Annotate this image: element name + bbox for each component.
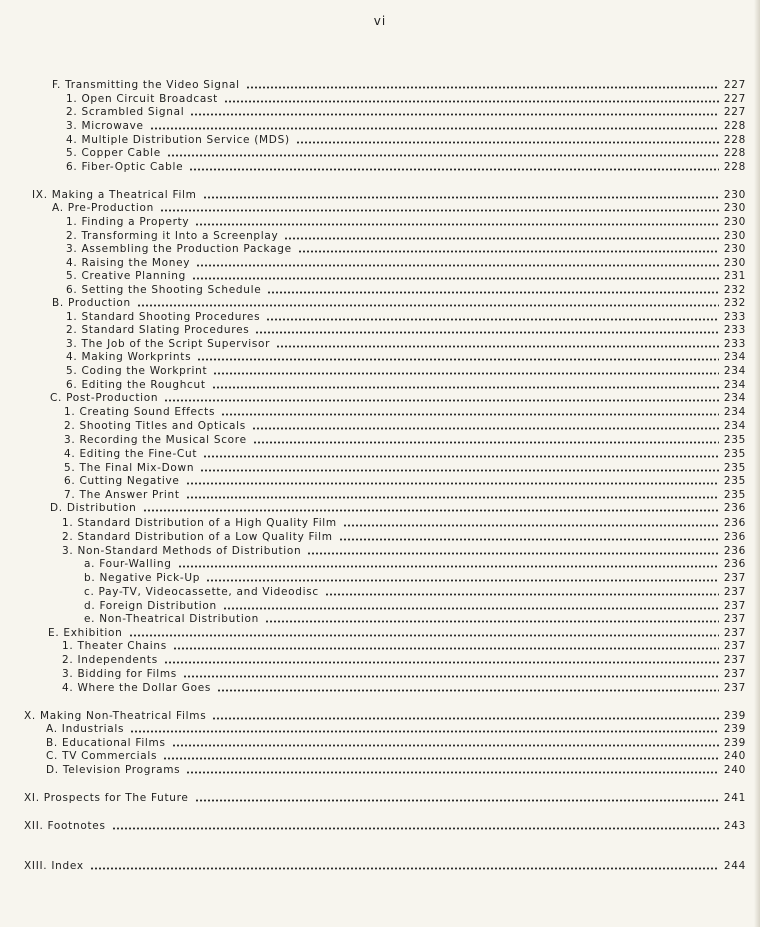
toc-entry-label: 1. Open Circuit Broadcast	[66, 93, 218, 105]
toc-entry	[84, 584, 746, 598]
page-number: vi	[373, 14, 387, 28]
toc-entry	[62, 515, 746, 529]
toc-entry-page: 234	[723, 420, 746, 432]
dot-leader	[343, 524, 719, 527]
dot-leader	[203, 455, 719, 458]
toc-entry-page: 236	[723, 558, 746, 570]
toc-entry-page: 228	[723, 134, 746, 146]
toc-entry	[24, 818, 746, 832]
toc-entry	[66, 363, 746, 377]
dot-leader	[192, 277, 719, 280]
toc-entry-page: 228	[723, 120, 746, 132]
toc-entry-label: 4. Editing the Fine-Cut	[64, 448, 198, 460]
toc-entry	[66, 145, 746, 159]
toc-entry	[66, 309, 746, 323]
dot-leader	[163, 757, 719, 760]
toc-entry-label: 2. Standard Distribution of a Low Quality Film	[62, 531, 333, 543]
dot-leader	[167, 154, 719, 157]
toc-entry	[84, 570, 746, 584]
toc-entry-label: 1. Finding a Property	[66, 216, 190, 228]
toc-entry	[66, 159, 746, 173]
dot-leader	[325, 593, 719, 596]
toc-entry-page: 241	[723, 792, 746, 804]
toc-entry-label: 6. Editing the Roughcut	[66, 379, 206, 391]
toc-entry-page: 237	[723, 682, 746, 694]
toc-entry-label: 1. Standard Shooting Procedures	[66, 311, 261, 323]
dot-leader	[112, 827, 719, 830]
dot-leader	[137, 304, 719, 307]
toc-entry	[66, 104, 746, 118]
dot-leader	[173, 647, 719, 650]
toc-entry-label: F. Transmitting the Video Signal	[52, 79, 240, 91]
toc-entry-label: d. Foreign Distribution	[84, 600, 217, 612]
toc-entry-page: 239	[723, 710, 746, 722]
toc-entry-label: 1. Theater Chains	[62, 640, 167, 652]
toc-entry-page: 237	[723, 640, 746, 652]
toc-entry-label: 3. Bidding for Films	[62, 668, 177, 680]
toc-entry-page: 228	[723, 147, 746, 159]
dot-leader	[203, 196, 719, 199]
toc-entry-page: 230	[723, 216, 746, 228]
toc-entry-page: 227	[723, 93, 746, 105]
toc-entry	[84, 611, 746, 625]
toc-entry-label: D. Distribution	[50, 502, 137, 514]
dot-leader	[298, 250, 719, 253]
toc-entry	[50, 390, 746, 404]
toc-entry-page: 230	[723, 202, 746, 214]
dot-leader	[195, 799, 719, 802]
dot-leader	[200, 469, 719, 472]
toc-entry-page: 237	[723, 627, 746, 639]
toc-entry	[52, 295, 746, 309]
toc-entry-page: 232	[723, 297, 746, 309]
page-edge-shadow	[754, 0, 760, 927]
toc-entry	[62, 638, 746, 652]
dot-leader	[252, 427, 719, 430]
toc-entry	[50, 500, 746, 514]
toc-entry-page: 235	[723, 462, 746, 474]
toc-entry	[64, 473, 746, 487]
toc-entry-label: 3. Microwave	[66, 120, 144, 132]
toc-entry-label: 4. Multiple Distribution Service (MDS)	[66, 134, 290, 146]
toc-entry-page: 234	[723, 351, 746, 363]
dot-leader	[183, 675, 719, 678]
toc-entry-label: 6. Setting the Shooting Schedule	[66, 284, 262, 296]
toc-entry-label: 1. Standard Distribution of a High Quality Film	[62, 517, 337, 529]
toc-entry-page: 237	[723, 668, 746, 680]
toc-entry-label: 3. Non-Standard Methods of Distribution	[62, 545, 302, 557]
toc-entry	[66, 228, 746, 242]
toc-entry-page: 239	[723, 737, 746, 749]
toc-entry-label: D. Television Programs	[46, 764, 181, 776]
toc-entry-label: A. Pre-Production	[52, 202, 154, 214]
dot-leader	[186, 771, 719, 774]
toc-entry-label: 5. The Final Mix-Down	[64, 462, 195, 474]
toc-entry	[62, 666, 746, 680]
toc-entry	[46, 735, 746, 749]
toc-entry-page: 230	[723, 189, 746, 201]
dot-leader	[265, 620, 719, 623]
toc-entry-label: 7. The Answer Print	[64, 489, 180, 501]
dot-leader	[160, 209, 719, 212]
toc-entry-label: e. Non-Theatrical Distribution	[84, 613, 259, 625]
toc-entry-label: 6. Cutting Negative	[64, 475, 180, 487]
toc-entry-page: 235	[723, 475, 746, 487]
toc-entry	[32, 187, 746, 201]
toc-entry	[62, 529, 746, 543]
toc-entry-page: 234	[723, 406, 746, 418]
dot-leader	[164, 661, 719, 664]
toc-entry-label: 2. Standard Slating Procedures	[66, 324, 250, 336]
toc-entry	[66, 377, 746, 391]
toc-entry	[66, 241, 746, 255]
toc-entry	[64, 446, 746, 460]
toc-entry-label: 2. Transforming it Into a Screenplay	[66, 230, 279, 242]
toc-entry-label: c. Pay-TV, Videocassette, and Videodisc	[84, 586, 319, 598]
dot-leader	[221, 413, 719, 416]
dot-leader	[213, 372, 719, 375]
dot-leader	[178, 565, 719, 568]
toc-entry-label: 3. The Job of the Script Supervisor	[66, 338, 271, 350]
toc-entry-page: 227	[723, 106, 746, 118]
toc-entry-page: 236	[723, 531, 746, 543]
toc-entry-page: 234	[723, 365, 746, 377]
toc-entry	[66, 118, 746, 132]
toc-entry-page: 244	[723, 860, 746, 872]
toc-entry-label: B. Production	[52, 297, 131, 309]
toc-entry-label: 2. Independents	[62, 654, 158, 666]
toc-entry-page: 236	[723, 502, 746, 514]
toc-entry	[64, 460, 746, 474]
toc-entry	[24, 858, 746, 872]
toc-entry	[66, 349, 746, 363]
dot-leader	[223, 607, 719, 610]
toc-entry	[64, 487, 746, 501]
toc-entry-label: 1. Creating Sound Effects	[64, 406, 216, 418]
dot-leader	[224, 100, 719, 103]
toc-entry	[84, 598, 746, 612]
toc-entry-label: 5. Creative Planning	[66, 270, 186, 282]
toc-entry-page: 240	[723, 750, 746, 762]
toc-entry	[64, 432, 746, 446]
dot-leader	[150, 127, 719, 130]
toc-entry-page: 230	[723, 243, 746, 255]
toc-entry-label: XIII. Index	[24, 860, 84, 872]
dot-leader	[217, 689, 719, 692]
dot-leader	[186, 482, 719, 485]
dot-leader	[172, 744, 719, 747]
toc-entry	[66, 91, 746, 105]
toc-entry-label: A. Industrials	[46, 723, 125, 735]
toc-entry-page: 235	[723, 448, 746, 460]
toc-entry-label: 2. Shooting Titles and Opticals	[64, 420, 246, 432]
toc-entry	[66, 214, 746, 228]
dot-leader	[212, 717, 719, 720]
toc-entry-page: 230	[723, 230, 746, 242]
toc-entry	[66, 322, 746, 336]
toc-entry-label: 2. Scrambled Signal	[66, 106, 185, 118]
toc-entry-page: 237	[723, 600, 746, 612]
toc-entry-label: C. Post-Production	[50, 392, 159, 404]
toc-entry-label: b. Negative Pick-Up	[84, 572, 201, 584]
dot-leader	[130, 730, 719, 733]
dot-leader	[246, 86, 719, 89]
toc-entry	[48, 625, 746, 639]
toc-entry	[24, 790, 746, 804]
dot-leader	[267, 291, 719, 294]
toc-entry	[52, 200, 746, 214]
dot-leader	[129, 634, 719, 637]
dot-leader	[307, 552, 719, 555]
toc-entry	[64, 418, 746, 432]
toc-entry-page: 228	[723, 161, 746, 173]
toc-entry-page: 233	[723, 324, 746, 336]
dot-leader	[190, 113, 719, 116]
toc-entry-label: 4. Where the Dollar Goes	[62, 682, 212, 694]
toc-entry	[62, 680, 746, 694]
dot-leader	[164, 399, 719, 402]
toc-entry-page: 240	[723, 764, 746, 776]
toc-entry-label: X. Making Non-Theatrical Films	[24, 710, 207, 722]
toc-entry-label: 3. Recording the Musical Score	[64, 434, 247, 446]
toc-entry-page: 237	[723, 613, 746, 625]
toc-entry-label: IX. Making a Theatrical Film	[32, 189, 197, 201]
toc-entry-page: 236	[723, 545, 746, 557]
toc-entry-label: B. Educational Films	[46, 737, 166, 749]
toc-entry-label: 4. Raising the Money	[66, 257, 191, 269]
toc-entry	[24, 708, 746, 722]
dot-leader	[212, 386, 719, 389]
dot-leader	[90, 867, 719, 870]
toc-entry-page: 237	[723, 586, 746, 598]
toc-entry	[66, 132, 746, 146]
dot-leader	[266, 318, 719, 321]
dot-leader	[196, 264, 719, 267]
toc-entry	[46, 721, 746, 735]
toc-entry-page: 233	[723, 338, 746, 350]
toc-entry-label: E. Exhibition	[48, 627, 123, 639]
toc-entry	[66, 336, 746, 350]
toc-entry-label: 6. Fiber-Optic Cable	[66, 161, 184, 173]
toc-entry-page: 233	[723, 311, 746, 323]
toc-entry	[66, 255, 746, 269]
toc-entry	[66, 282, 746, 296]
toc-entry-page: 232	[723, 284, 746, 296]
toc-entry	[64, 404, 746, 418]
toc-entry	[62, 652, 746, 666]
toc-entry-label: 5. Copper Cable	[66, 147, 161, 159]
toc-entry-page: 237	[723, 654, 746, 666]
dot-leader	[189, 168, 719, 171]
toc-entry-page: 231	[723, 270, 746, 282]
toc-entry-page: 234	[723, 392, 746, 404]
toc-entry-page: 234	[723, 379, 746, 391]
toc-entry-page: 237	[723, 572, 746, 584]
dot-leader	[339, 538, 719, 541]
dot-leader	[253, 441, 719, 444]
toc-entry-page: 230	[723, 257, 746, 269]
dot-leader	[143, 509, 719, 512]
toc-entry-label: 4. Making Workprints	[66, 351, 192, 363]
toc-entry-page: 236	[723, 517, 746, 529]
toc-entry-label: XII. Footnotes	[24, 820, 106, 832]
toc-entry-label: XI. Prospects for The Future	[24, 792, 189, 804]
toc-entry	[62, 543, 746, 557]
dot-leader	[276, 345, 719, 348]
dot-leader	[296, 141, 719, 144]
toc-entry	[66, 268, 746, 282]
toc-entry-label: 3. Assembling the Production Package	[66, 243, 292, 255]
dot-leader	[206, 579, 719, 582]
toc-entry	[84, 556, 746, 570]
dot-leader	[284, 237, 719, 240]
toc-entry-label: 5. Coding the Workprint	[66, 365, 208, 377]
dot-leader	[186, 496, 719, 499]
toc-entry-page: 235	[723, 489, 746, 501]
dot-leader	[197, 358, 719, 361]
toc-entry-label: a. Four-Walling	[84, 558, 172, 570]
toc-entry-label: C. TV Commercials	[46, 750, 158, 762]
dot-leader	[255, 331, 719, 334]
toc-entry-page: 239	[723, 723, 746, 735]
dot-leader	[195, 223, 719, 226]
toc-entry-page: 235	[723, 434, 746, 446]
toc-entry	[46, 748, 746, 762]
toc-entry-page: 243	[723, 820, 746, 832]
toc-entry	[46, 762, 746, 776]
toc-entry-page: 227	[723, 79, 746, 91]
toc-entry	[52, 77, 746, 91]
